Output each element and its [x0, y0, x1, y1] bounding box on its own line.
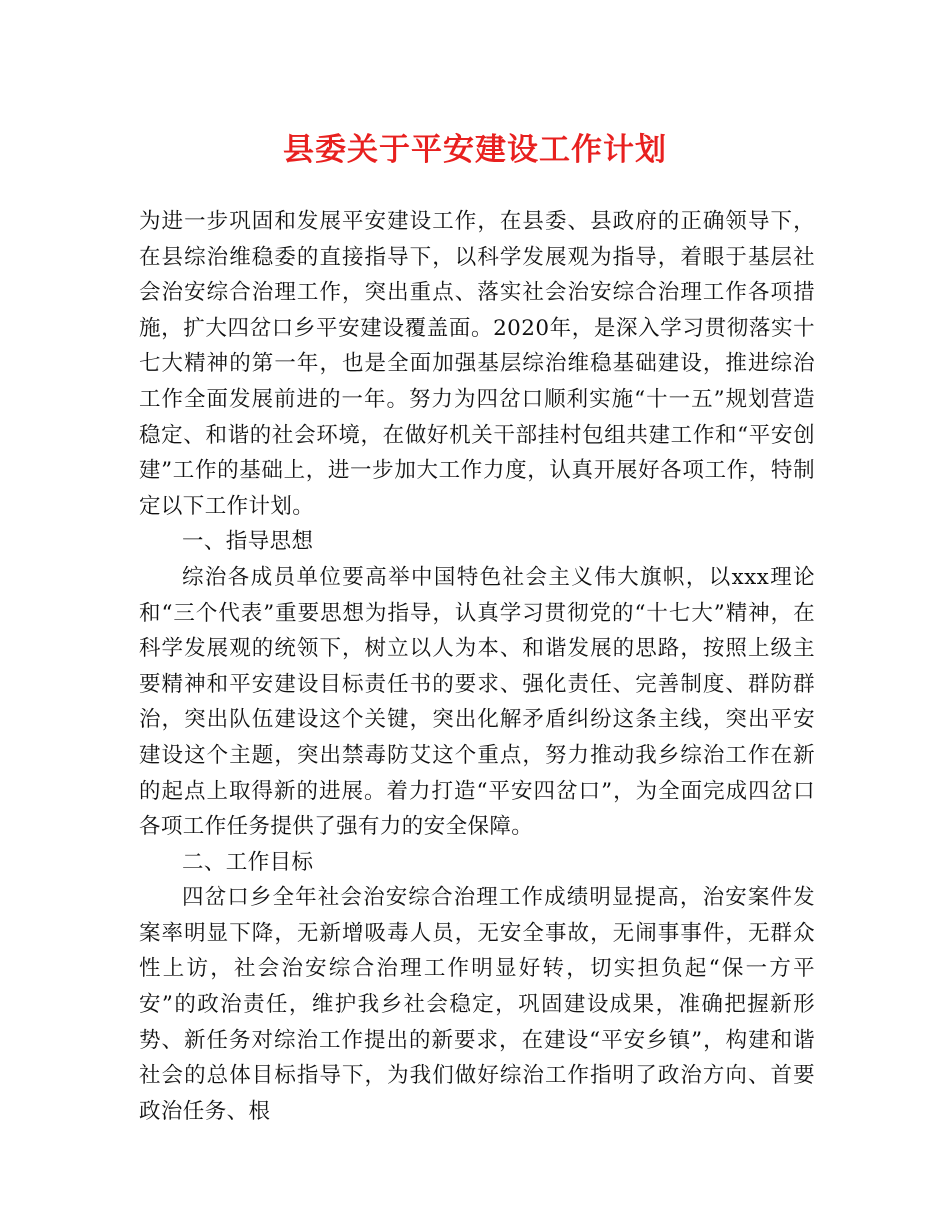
work-goals-paragraph: 四岔口乡全年社会治安综合治理工作成绩明显提高，治安案件发案率明显下降，无新增吸毒人员，无安全事故，无闹事事件，无群众性上访，社会治安综合治理工作明显好转，切实担负起“保一方平安”的政治责任，维护我乡社会稳定，巩固建设成果，准确把握新形势、新任务对综治工作提出的新要求，在建设“平安乡镇”，构建和谐社会的总体目标指导下，为我们做好综治工作指明了政治方向、首要政治任务、根	[139, 885, 815, 1124]
document-title: 县委关于平安建设工作计划	[283, 132, 667, 168]
section-heading-work-goals: 二、工作目标	[182, 849, 314, 875]
document-body	[139, 204, 815, 1129]
guiding-ideology-paragraph: 综治各成员单位要高举中国特色社会主义伟大旗帜，以xxx理论和“三个代表”重要思想为指导，认真学习贯彻党的“十七大”精神，在科学发展观的统领下，树立以人为本、和谐发展的思路，按照上级主要精神和平安建设目标责任书的要求、强化责任、完善制度、群防群治，突出队伍建设这个关键，突出化解矛盾纠纷这条主线，突出平安建设这个主题，突出禁毒防艾这个重点，努力推动我乡综治工作在新的起点上取得新的进展。着力打造“平安四岔口”，为全面完成四岔口各项工作任务提供了强有力的安全保障。	[139, 564, 815, 840]
section-heading-guiding-ideology: 一、指导思想	[182, 529, 314, 555]
intro-paragraph: 为进一步巩固和发展平安建设工作，在县委、县政府的正确领导下，在县综治维稳委的直接指导下，以科学发展观为指导，着眼于基层社会治安综合治理工作，突出重点、落实社会治安综合治理工作各项措施，扩大四岔口乡平安建设覆盖面。2020年，是深入学习贯彻落实十七大精神的第一年，也是全面加强基层综治维稳基础建设，推进综治工作全面发展前进的一年。努力为四岔口顺利实施“十一五”规划营造稳定、和谐的社会环境，在做好机关干部挂村包组共建工作和“平安创建”工作的基础上，进一步加大工作力度，认真开展好各项工作，特制定以下工作计划。	[139, 209, 815, 519]
